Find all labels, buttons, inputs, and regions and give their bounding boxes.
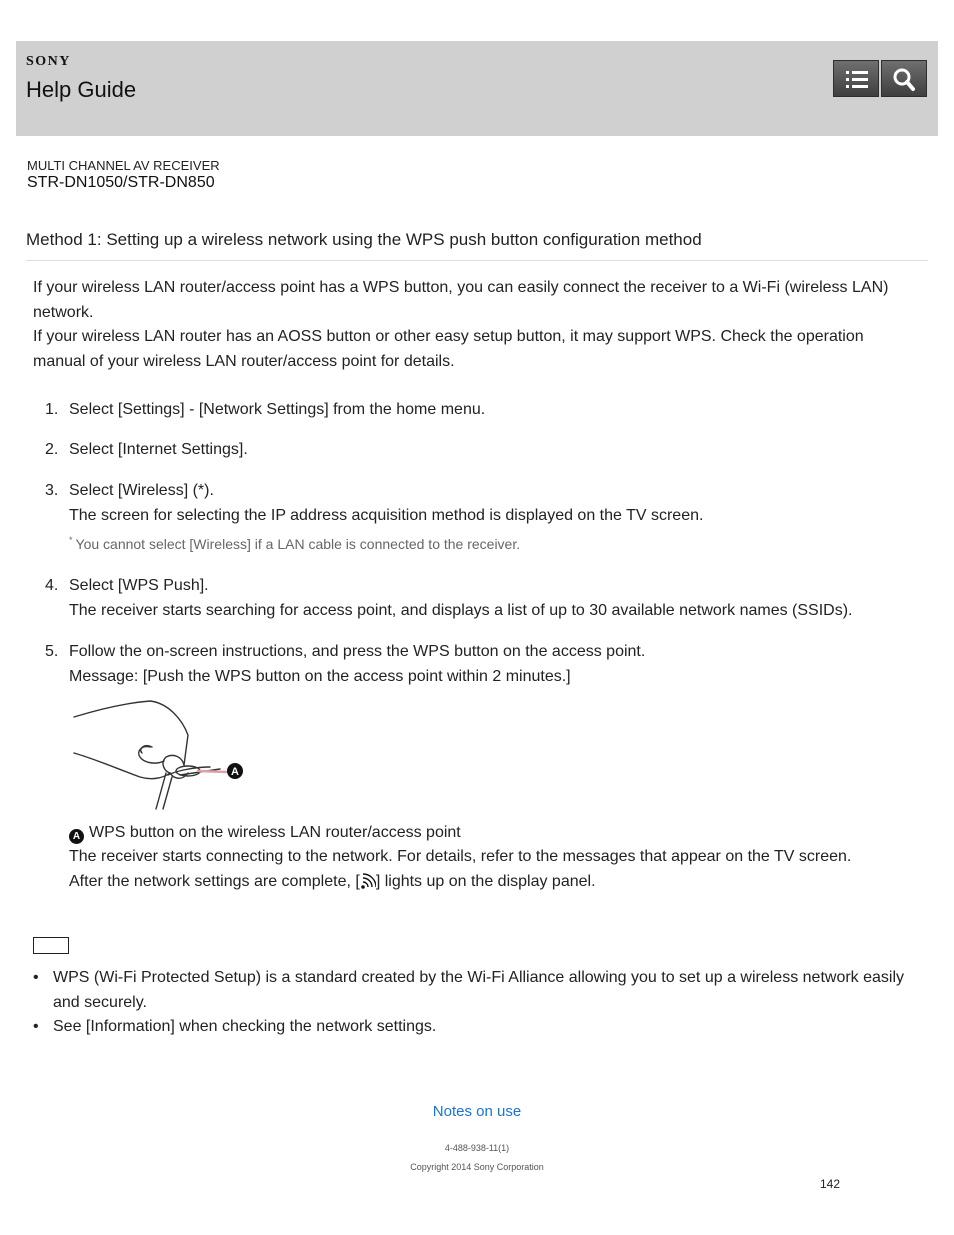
page-title: Method 1: Setting up a wireless network using the WPS push button configuration method <box>26 230 702 249</box>
list-icon <box>834 61 880 98</box>
sony-logo: SONY <box>26 54 71 69</box>
step-text: Follow the on-screen instructions, and press the WPS button on the access point. <box>69 643 646 660</box>
help-guide-title: Help Guide <box>26 77 137 102</box>
step-number: 1. <box>45 401 59 418</box>
step-text: Select [Settings] - [Network Settings] from the home menu. <box>69 401 486 418</box>
step-detail: Message: [Push the WPS button on the access point within 2 minutes.] <box>69 667 571 685</box>
contents-list-button[interactable] <box>833 60 879 97</box>
illustration-legend <box>69 821 461 846</box>
step-detail: The receiver starts searching for access point, and displays a list of up to 30 available network names (SSIDs). <box>69 601 853 619</box>
step-number: 2. <box>45 441 59 458</box>
copyright-text: Copyright 2014 Sony Corporation <box>410 1162 544 1172</box>
product-model: STR-DN1050/STR-DN850 <box>27 174 215 191</box>
step-text: Select [WPS Push]. <box>69 577 209 594</box>
note-mark: * <box>69 535 73 545</box>
callout-a-badge: A <box>69 829 84 844</box>
step-detail: The screen for selecting the IP address acquisition method is displayed on the TV screen. <box>69 506 704 524</box>
callout-a-letter: A <box>231 766 239 778</box>
note-text: You cannot select [Wireless] if a LAN cable is connected to the receiver. <box>75 536 521 552</box>
hint-label-box <box>33 937 69 954</box>
result-text <box>69 845 929 894</box>
step-note <box>69 535 520 552</box>
step-number: 5. <box>45 643 59 660</box>
product-category: MULTI CHANNEL AV RECEIVER <box>27 158 220 173</box>
wifi-icon <box>360 872 376 890</box>
step-number: 4. <box>45 577 59 594</box>
list-item: • See [Information] when checking the network settings. <box>33 1015 913 1040</box>
step-text: Select [Wireless] (*). <box>69 482 214 499</box>
intro-text <box>33 276 913 374</box>
step-text: Select [Internet Settings]. <box>69 441 248 458</box>
notes-on-use-link[interactable]: Notes on use <box>432 1103 522 1120</box>
document-id: 4-488-938-11(1) <box>444 1143 510 1153</box>
header-bar <box>16 41 938 136</box>
title-divider <box>26 260 928 261</box>
result-line-1: The receiver starts connecting to the network. For details, refer to the messages that appear on the TV screen. <box>69 848 852 865</box>
intro-paragraph: If your wireless LAN router/access point has a WPS button, you can easily connect the receiver to a Wi-Fi (wireless LAN) network. <box>33 279 889 321</box>
search-icon <box>882 61 928 98</box>
hint-list <box>33 966 913 1040</box>
wps-button-illustration <box>70 695 250 813</box>
list-item: • WPS (Wi-Fi Protected Setup) is a standard created by the Wi-Fi Alliance allowing you to set up a wireless network easily and securely. <box>33 966 913 1015</box>
step-number: 3. <box>45 482 59 499</box>
page-number: 142 <box>820 1177 841 1191</box>
intro-paragraph: If your wireless LAN router has an AOSS button or other easy setup button, it may support WPS. Check the operation manual of your wireless LAN router/access point for details. <box>33 328 864 370</box>
search-button[interactable] <box>881 60 927 97</box>
result-line-2: After the network settings are complete, [ ] lights up on the display panel. <box>69 872 596 890</box>
legend-text: WPS button on the wireless LAN router/access point <box>89 824 461 841</box>
